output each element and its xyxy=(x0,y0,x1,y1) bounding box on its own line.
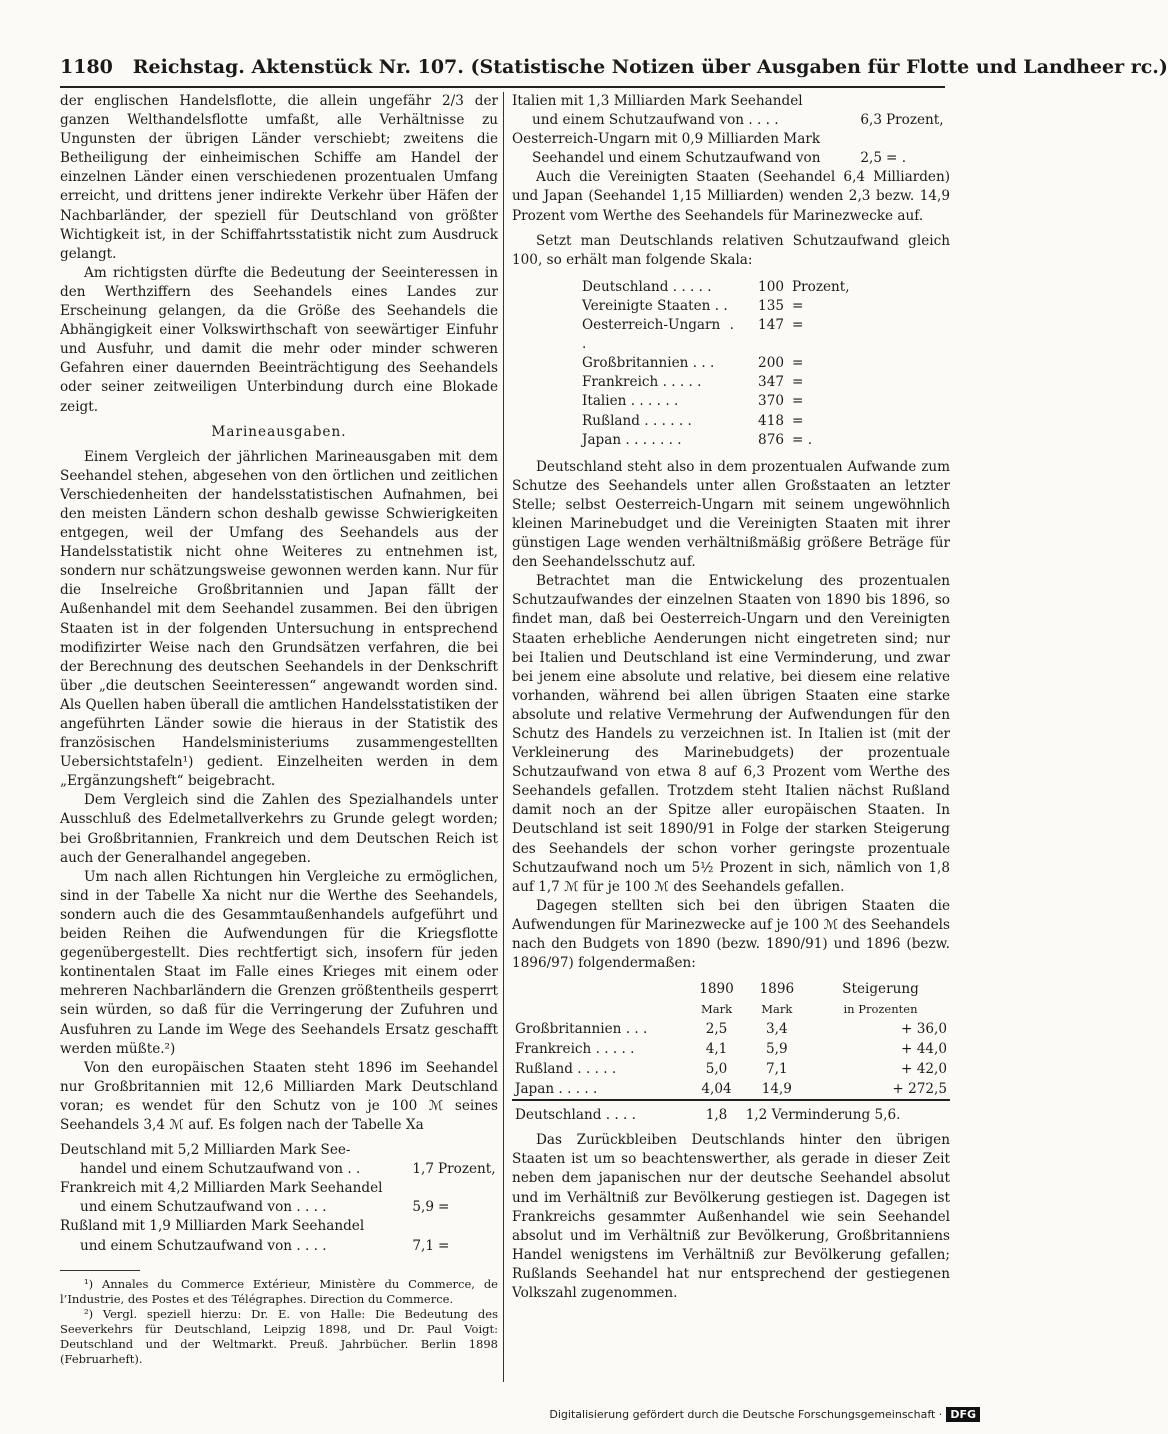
scale-row: Deutschland . . . . . 100 Prozent, xyxy=(582,278,850,295)
list-item: Oesterreich-Ungarn mit 0,9 Milliarden Mark xyxy=(512,131,821,148)
paragraph: Das Zurückbleiben Deutschlands hinter den übrigen Staaten ist um so beachtenswerther, als gerade in dieser Zeit neben dem japanischen nur der deutsche Seehandel absolut und im Verhältniß zur Bevölkerung gestiegen ist. Dagegen ist Frankreichs gesammter Außenhandel wie sein Seehandel absolut und im Verhältniß zur Bevölkerung, Großbritanniens Handel wenigstens im Verhältniß zur Bevölkerung gefallen; Rußlands Seehandel hat nur entsprechend der gestiegenen Volkszahl zugenommen. xyxy=(512,1132,950,1301)
column-unit: in Prozenten xyxy=(843,1002,918,1017)
paragraph: Von den europäischen Staaten steht 1896 im Seehandel nur Großbritannien mit 12,6 Milliarden Mark Deutschland voran; es wendet für den Schutz von je 100 ℳ seines Seehandels 3,4 ℳ auf. Es folgen nach der Tabelle Xa xyxy=(60,1059,498,1133)
paragraph: Deutschland steht also in dem prozentualen Aufwande zum Schutze des Seehandels unter allen Großstaaten an letzter Stelle; selbst Oesterreich-Ungarn mit seinem ungewöhnlich kleinen Marinebudget und die Vereinigten Staaten mit ihrer günstigen Lage wenden verhältnißmäßig größere Beträge für den Seehandelsschutz auf. xyxy=(512,458,950,571)
scale-row: Vereinigte Staaten . . 135 = xyxy=(582,297,804,314)
table-row: Großbritannien . . . 2,5 3,4 + 36,0 xyxy=(515,1021,947,1038)
scale-row: Oesterreich-Ungarn . . 147 = xyxy=(582,317,804,353)
paragraph: Auch die Vereinigten Staaten (Seehandel 6,4 Milliarden) und Japan (Seehandel 1,15 Milliarden) wenden 2,3 bezw. 14,9 Prozent vom Werthe des Seehandels für Marinezwecke auf. xyxy=(512,169,950,224)
list-item: und einem Schutzaufwand von . . . . 6,3 Prozent, xyxy=(532,112,944,129)
list-item: Frankreich mit 4,2 Milliarden Mark Seehandel xyxy=(60,1180,383,1197)
section-heading: Marineausgaben. xyxy=(211,423,347,440)
column-header: Steigerung xyxy=(842,981,919,998)
list-item: und einem Schutzaufwand von . . . . 7,1 = xyxy=(80,1237,450,1254)
paragraph: Setzt man Deutschlands relativen Schutzaufwand gleich 100, so erhält man folgende Skala: xyxy=(512,232,950,268)
column-unit: Mark xyxy=(761,1002,793,1017)
paragraph: Einem Vergleich der jährlichen Marineausgaben mit dem Seehandel stehen, abgesehen von den örtlichen und zeitlichen Verschiedenheiten der handelsstatistischen Aufnahmen, bei den meisten Ländern schon deshalb gewisse Schwierigkeiten entgegen, weil der Umfang des Seehandels aus der Handelsstatistik nicht ohne Weiteres zu entnehmen ist, sondern nur schätzungsweise gewonnen werden kann. Nur für die Inselreiche Großbritannien und Japan fällt der Außenhandel mit dem Seehandel zusammen. Bei den übrigen Staaten ist in der folgenden Untersuchung in entsprechend modifizirter Weise nach den Grundsätzen verfahren, die bei der Berechnung des deutschen Seehandels in der Denkschrift über „die deutschen Seeinteressen“ angewandt worden sind. Als Quellen haben überall die amtlichen Handelsstatistiken der angeführten Länder sowie die hieraus in der Statistik des französischen Handelsministeriums zusammengestellten Uebersichtstafeln¹) gedient. Einzelheiten werden in dem „Ergänzungsheft“ beigebracht. xyxy=(60,448,498,790)
scale-table xyxy=(582,278,882,450)
scale-row: Rußland . . . . . . 418 = xyxy=(582,412,804,429)
paragraph: Dem Vergleich sind die Zahlen des Spezialhandels unter Ausschluß des Edelmetallverkehrs zu Grunde gelegt worden; bei Großbritannien, Frankreich und dem Deutschen Reich ist auch der Generalhandel angegeben. xyxy=(60,792,498,866)
list-item: Seehandel und einem Schutzaufwand von 2,5 = . xyxy=(532,150,907,167)
table-header-row xyxy=(512,979,950,999)
right-column xyxy=(512,92,950,1303)
column-header: 1890 xyxy=(699,981,734,998)
scale-row: Großbritannien . . . 200 = xyxy=(582,355,804,372)
footnote-rule xyxy=(60,1270,140,1271)
paragraph: Am richtigsten dürfte die Bedeutung der Seeinteressen in den Werthziffern des Seehandels eines Landes zur Erscheinung gelangen, da die Größe des Seehandels die Abhängigkeit einer Volkswirthschaft von seewärtiger Einfuhr und Ausfuhr, und damit die mehr oder minder schweren Gefahren einer dauernden Beeinträchtigung des Seehandels oder seiner zeitweiligen Unterbindung durch eine Blokade zeigt. xyxy=(60,264,498,415)
page-number: 1180 xyxy=(60,56,113,78)
header-rule xyxy=(60,86,945,88)
footnote: ¹) Annales du Commerce Extérieur, Ministère du Commerce, de l’Industrie, des Postes et des Télégraphes. Direction du Commerce. xyxy=(60,1276,498,1306)
column-divider xyxy=(503,92,504,1382)
footnotes xyxy=(60,1277,498,1367)
column-unit: Mark xyxy=(700,1002,733,1017)
footnote: ²) Vergl. speziell hierzu: Dr. E. von Halle: Die Bedeutung des Seeverkehrs für Deutschland, Leipzig 1898, und Dr. Paul Voigt: Deutschland und der Weltmarkt. Preuß. Jahrbücher. Berlin 1898 (Februarheft). xyxy=(60,1306,498,1366)
left-column xyxy=(60,92,498,1367)
list-item: handel und einem Schutzaufwand von . . 1,7 Prozent, xyxy=(80,1161,496,1178)
table-row: Frankreich . . . . . 4,1 5,9 + 44,0 xyxy=(515,1041,947,1058)
budget-comparison-table xyxy=(512,979,950,1125)
column-header: 1896 xyxy=(759,981,795,998)
running-title: Reichstag. Aktenstück Nr. 107. (Statistische Notizen über Ausgaben für Flotte und Landheer rc.) xyxy=(132,56,1168,78)
paragraph: der englischen Handelsflotte, die allein ungefähr 2/3 der ganzen Welthandelsflotte umfaßt, alle Verhältnisse zu Ungunsten der übrigen Länder verschiebt; zweitens die Betheiligung der einheimischen Schiffe am Handel der einzelnen Länder einen verschiedenen prozentualen Umfang erreicht, und drittens jener indirekte Verkehr über Häfen der Nachbarländer, der speziell für Deutschland von größter Wichtigkeit ist, in der Schiffahrtsstatistik nicht zum Ausdruck gelangt. xyxy=(60,93,498,262)
table-row: Rußland . . . . . 5,0 7,1 + 42,0 xyxy=(515,1061,947,1078)
table-row-total: Deutschland . . . . 1,8 1,2 Verminderung 5,6. xyxy=(512,1100,950,1125)
country-list xyxy=(60,1141,498,1256)
scale-row: Japan . . . . . . . 876 = . xyxy=(582,431,813,448)
paragraph: Dagegen stellten sich bei den übrigen Staaten die Aufwendungen für Marinezwecke auf je 100 ℳ des Seehandels nach den Budgets von 1890 (bezw. 1890/91) und 1896 (bezw. 1896/97) folgendermaßen: xyxy=(512,897,950,972)
digitization-credit: Digitalisierung gefördert durch die Deutsche Forschungsgemeinschaft · DFG xyxy=(549,1407,980,1422)
dfg-logo: DFG xyxy=(946,1407,980,1422)
list-item: Rußland mit 1,9 Milliarden Mark Seehandel xyxy=(60,1218,365,1235)
paragraph: Um nach allen Richtungen hin Vergleiche zu ermöglichen, sind in der Tabelle Xa nicht nur die Werthe des Seehandels, sondern auch die des Gesammtaußenhandels aufgeführt und beiden Reihen die Aufwendungen für die Kriegsflotte gegenübergestellt. Dies rechtfertigt sich, insofern für jeden kontinentalen Staat im Falle eines Krieges mit einem oder mehreren Nachbarländern die Grenzen größtentheils gesperrt sein würden, so daß für die Verringerung der Zufuhren und Ausfuhren zu Lande im Wege des Seehandels Ersatz geschafft werden müßte.²) xyxy=(60,868,498,1057)
table-row: Japan . . . . . 4,04 14,9 + 272,5 xyxy=(515,1081,947,1098)
list-item: Deutschland mit 5,2 Milliarden Mark See- xyxy=(60,1142,351,1159)
table-subheader-row xyxy=(512,999,950,1019)
page-header xyxy=(60,56,1168,86)
scale-row: Frankreich . . . . . 347 = xyxy=(582,374,804,391)
scale-row: Italien . . . . . . 370 = xyxy=(582,393,804,410)
country-list-continued xyxy=(512,92,950,168)
list-item: und einem Schutzaufwand von . . . . 5,9 = xyxy=(80,1199,450,1216)
list-item: Italien mit 1,3 Milliarden Mark Seehandel xyxy=(512,93,803,109)
paragraph: Betrachtet man die Entwickelung des prozentualen Schutzaufwandes der einzelnen Staaten von 1890 bis 1896, so findet man, daß bei Oesterreich-Ungarn und den Vereinigten Staaten erhebliche Aenderungen nicht eingetreten sind; nur bei Italien und Deutschland ist eine Verminderung, und zwar bei jenem eine absolute und relative, bei diesem eine relative vorhanden, während bei allen übrigen Staaten eine starke absolute und relative Vermehrung der Aufwendungen für den Schutz des Handels zu verzeichnen ist. In Italien ist (mit der Verkleinerung des Marinebudgets) der prozentuale Schutzaufwand von etwa 8 auf 6,3 Prozent vom Werthe des Seehandels gefallen. Trotzdem steht Italien nächst Rußland damit noch an der Spitze aller europäischen Staaten. In Deutschland ist seit 1890/91 in Folge der starken Steigerung des Seehandels der schon vorher geringste prozentuale Schutzaufwand noch um 5½ Prozent in sich, nämlich von 1,8 auf 1,7 ℳ für je 100 ℳ des Seehandels gefallen. xyxy=(512,573,950,895)
